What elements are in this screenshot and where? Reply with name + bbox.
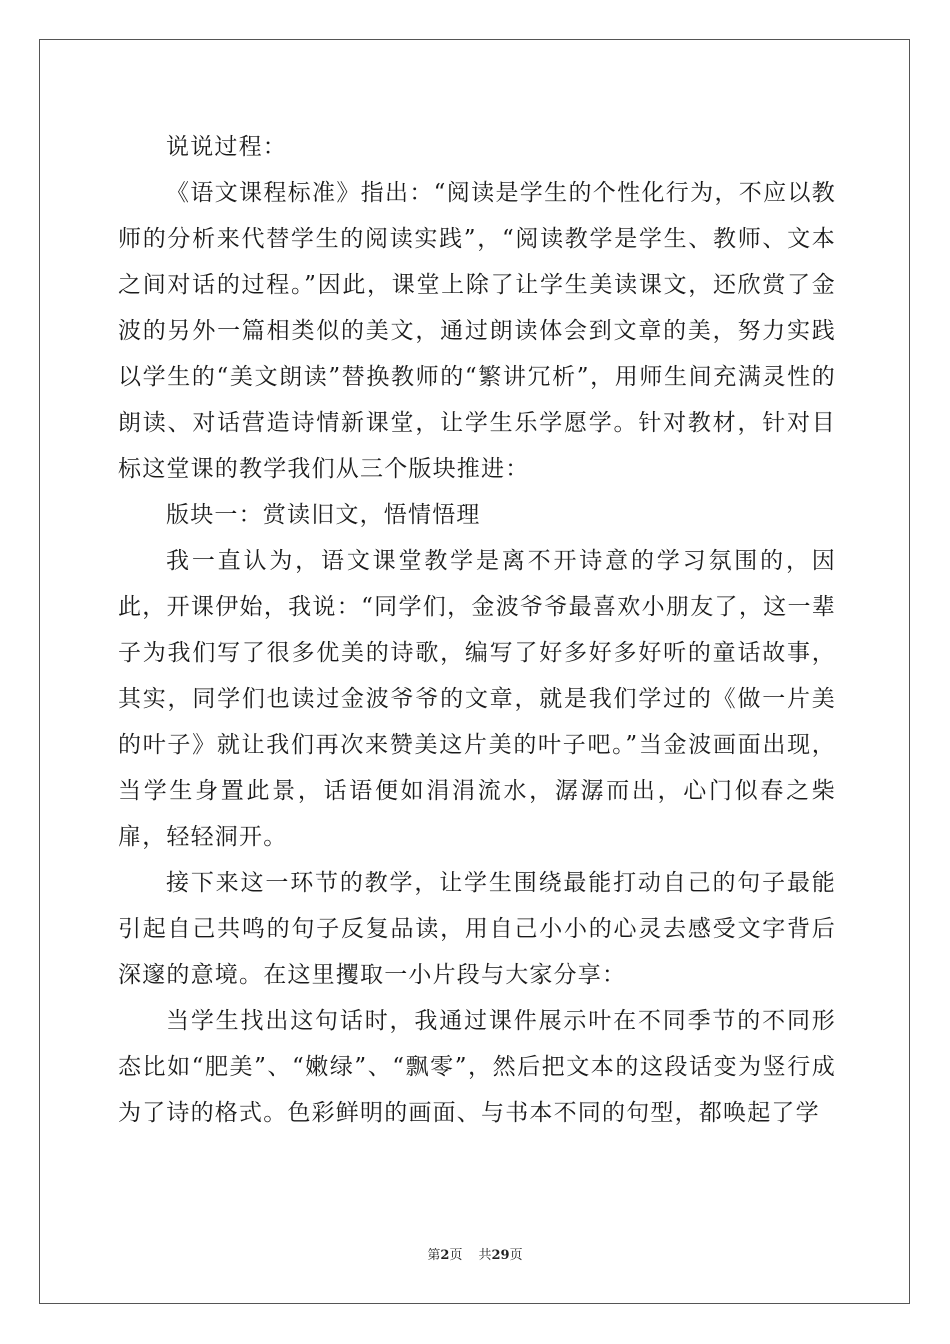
page-footer xyxy=(0,1244,950,1263)
document-body xyxy=(118,124,836,1136)
paragraph-opening: 我一直认为，语文课堂教学是离不开诗意的学习氛围的，因此，开课伊始，我说：“同学们，金波爷爷最喜欢小朋友了，这一辈子为我们写了很多优美的诗歌，编写了好多好多好听的童话故事，其实，同学们也读过金波爷爷的文章，就是我们学过的《做一片美的叶子》就让我们再次来赞美这片美的叶子吧。”当金波画面出现，当学生身置此景，话语便如涓涓流水，潺潺而出，心门似春之柴扉，轻轻洞开。 xyxy=(118,548,836,850)
paragraph-next-step: 接下来这一环节的教学，让学生围绕最能打动自己的句子最能引起自己共鸣的句子反复品读，用自己小小的心灵去感受文字背后深邃的意境。在这里攫取一小片段与大家分享： xyxy=(118,870,836,988)
page-total: 共29页 xyxy=(478,1248,523,1263)
paragraph-curriculum-standard: 《语文课程标准》指出：“阅读是学生的个性化行为，不应以教师的分析来代替学生的阅读实践”，“阅读教学是学生、教师、文本之间对话的过程。”因此，课堂上除了让学生美读课文，还欣赏了金波的另外一篇相类似的美文，通过朗读体会到文章的美，努力实践以学生的“美文朗读”替换教师的“繁讲冗析”，用师生间充满灵性的朗读、对话营造诗情新课堂，让学生乐学愿学。针对教材，针对目标这堂课的教学我们从三个版块推进： xyxy=(118,180,836,482)
paragraph-heading-process: 说说过程： xyxy=(166,134,287,160)
paragraph-section-one-title: 版块一：赏读旧文，悟情悟理 xyxy=(166,502,481,528)
page-number: 第2页 xyxy=(427,1248,463,1263)
paragraph-student-finding: 当学生找出这句话时，我通过课件展示叶在不同季节的不同形态比如“肥美”、“嫩绿”、“飘零”，然后把文本的这段话变为竖行成为了诗的格式。色彩鲜明的画面、与书本不同的句型，都唤起了学 xyxy=(118,1008,836,1126)
